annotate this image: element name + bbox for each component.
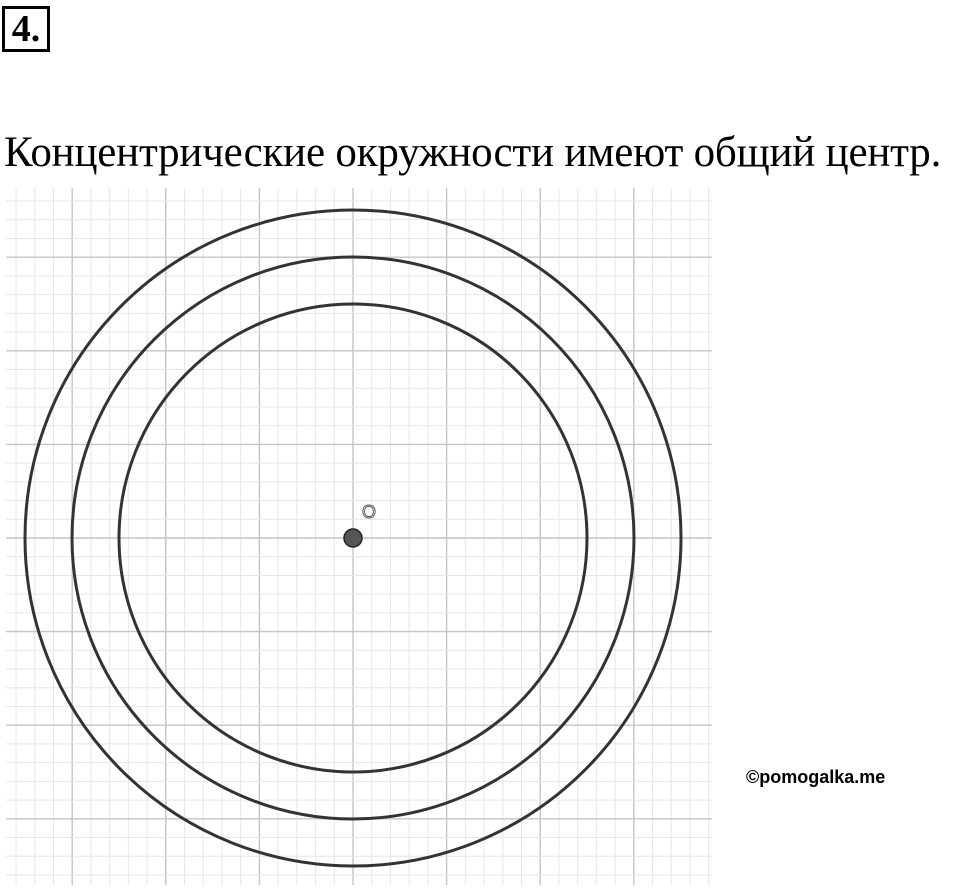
- watermark: ©pomogalka.me: [746, 767, 886, 787]
- center-label: O: [362, 502, 377, 522]
- statement-text: Концентрические окружности имеют общий центр.: [4, 129, 942, 176]
- task-number: 4.: [2, 6, 50, 52]
- center-point: [344, 529, 362, 547]
- concentric-circles-figure: [0, 185, 720, 888]
